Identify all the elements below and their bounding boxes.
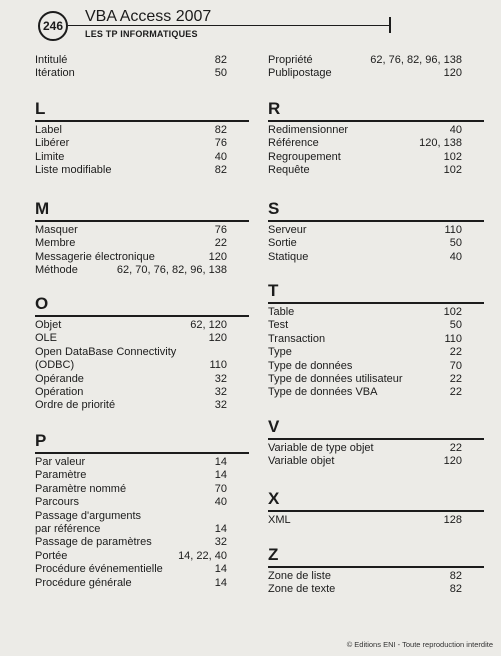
section-letter: X: [268, 489, 280, 508]
section-rule: [268, 566, 484, 568]
index-page-refs: 110: [444, 224, 462, 236]
index-term: Passage de paramètres: [35, 536, 152, 549]
index-term: Procédure événementielle: [35, 563, 163, 576]
index-page-refs: 50: [214, 67, 227, 80]
index-page-refs: 76: [214, 224, 227, 236]
index-page-refs: 70: [449, 359, 462, 372]
index-term: Portée: [35, 549, 68, 562]
page-number-badge: [38, 11, 68, 41]
index-page-refs: 22: [449, 373, 462, 385]
index-term: Limite: [35, 150, 65, 163]
book-series: LES TP INFORMATIQUES: [85, 29, 198, 39]
section-letter: P: [35, 431, 47, 450]
index-term: Paramètre nommé: [35, 482, 127, 495]
section-letter: T: [268, 281, 279, 300]
index-page-refs: 22: [449, 442, 462, 454]
index-page-refs: 102: [443, 150, 462, 163]
index-term: Méthode: [35, 264, 78, 277]
index-page-refs: 40: [214, 150, 227, 163]
index-term: Type de données utilisateur: [268, 373, 403, 385]
index-page-refs: 120: [208, 250, 227, 263]
index-term: Table: [268, 306, 295, 318]
section-letter: M: [35, 199, 50, 218]
index-term: Itération: [35, 67, 75, 80]
index-page-refs: 82: [214, 54, 227, 66]
index-page-refs: 82: [214, 164, 227, 177]
index-term: Masquer: [35, 224, 78, 236]
section-rule: [35, 220, 249, 222]
index-term: Type: [268, 346, 292, 359]
index-page-refs: 62, 120: [190, 319, 227, 331]
page-number: 246: [42, 19, 64, 33]
index-page-refs: 102: [443, 306, 462, 318]
section-rule: [35, 315, 249, 317]
index-page-refs: 14: [214, 523, 227, 535]
index-term: Variable objet: [268, 455, 335, 468]
index-term: OLE: [35, 332, 58, 345]
section-letter: L: [35, 99, 46, 118]
index-term: Test: [268, 319, 289, 332]
section-rule: [268, 302, 484, 304]
index-page-refs: 32: [214, 372, 227, 385]
index-term: Zone de texte: [268, 583, 336, 596]
index-term: Redimensionner: [268, 124, 349, 136]
index-term: Open DataBase Connectivity: [35, 345, 177, 358]
index-term: (ODBC): [35, 359, 75, 372]
section-rule: [268, 438, 484, 440]
section-letter: Z: [268, 545, 279, 564]
index-page-refs: 110: [444, 332, 462, 345]
index-page-refs: 82: [449, 570, 462, 582]
index-page-refs: 128: [443, 514, 462, 526]
index-page-refs: 32: [214, 536, 227, 549]
index-page-refs: 40: [449, 124, 462, 136]
index-page-refs: 14: [214, 456, 227, 468]
index-page-refs: 120: [443, 67, 462, 80]
index-page-refs: 110: [209, 359, 227, 372]
index-page-refs: 22: [214, 237, 227, 250]
index-page-refs: 120: [208, 332, 227, 345]
index-page-refs: 14: [214, 576, 227, 589]
index-term: Objet: [35, 319, 62, 331]
index-term: Membre: [35, 237, 76, 250]
index-term: Statique: [268, 250, 309, 263]
section-letter: O: [35, 294, 49, 313]
index-term: Regroupement: [268, 150, 341, 163]
index-term: Parcours: [35, 496, 80, 509]
index-page-refs: 32: [214, 386, 227, 398]
index-term: Passage d'arguments: [35, 509, 142, 522]
section-letter: R: [268, 99, 281, 118]
index-term: Par valeur: [35, 456, 86, 468]
index-term: par référence: [35, 523, 101, 535]
index-term: Propriété: [268, 54, 313, 66]
index-page-refs: 22: [449, 346, 462, 359]
index-term: Opérande: [35, 372, 84, 385]
index-page-refs: 50: [449, 237, 462, 250]
index-term: Procédure générale: [35, 576, 132, 589]
index-page-refs: 22: [449, 386, 462, 399]
index-term: Liste modifiable: [35, 164, 112, 177]
section-rule: [268, 120, 484, 122]
section-rule: [268, 220, 484, 222]
section-rule: [35, 120, 249, 122]
index-page-refs: 62, 76, 82, 96, 138: [370, 54, 462, 66]
copyright-footer: © Editions ENI - Toute reproduction interdite: [346, 640, 493, 649]
index-term: Serveur: [268, 224, 307, 236]
index-page-refs: 40: [214, 496, 227, 509]
index-page-refs: 32: [214, 399, 227, 412]
index-term: Opération: [35, 386, 84, 398]
index-term: Référence: [268, 137, 319, 150]
index-page-refs: 40: [449, 250, 462, 263]
index-page-refs: 62, 70, 76, 82, 96, 138: [116, 264, 227, 277]
book-title: VBA Access 2007: [85, 8, 212, 25]
index-term: Ordre de priorité: [35, 399, 116, 412]
index-term: Type de données VBA: [268, 386, 378, 399]
index-term: Transaction: [268, 332, 326, 345]
index-term: XML: [268, 514, 291, 526]
index-page-refs: 50: [449, 319, 462, 332]
index-page-refs: 120: [443, 455, 462, 468]
index-page-refs: 76: [214, 137, 227, 150]
section-rule: [35, 452, 249, 454]
index-page-refs: 14: [214, 469, 227, 482]
index-page-refs: 120, 138: [419, 137, 462, 150]
section-letter: V: [268, 417, 280, 436]
index-page-refs: 102: [443, 164, 462, 177]
index-page-refs: 14: [214, 563, 227, 576]
index-page-refs: 82: [214, 124, 227, 136]
section-letter: S: [268, 199, 280, 218]
index-page-refs: 70: [214, 482, 227, 495]
index-term: Sortie: [268, 237, 297, 250]
header-rule-end: [389, 17, 391, 33]
index-term: Intitulé: [35, 54, 68, 66]
index-term: Paramètre: [35, 469, 87, 482]
index-page-refs: 82: [449, 583, 462, 596]
index-term: Requête: [268, 164, 310, 177]
index-term: Libérer: [35, 137, 70, 150]
section-rule: [268, 510, 484, 512]
index-term: Label: [35, 124, 62, 136]
index-term: Variable de type objet: [268, 442, 374, 454]
index-page-refs: 14, 22, 40: [178, 549, 227, 562]
index-term: Messagerie électronique: [35, 250, 155, 263]
index-term: Zone de liste: [268, 570, 331, 582]
index-term: Type de données: [268, 359, 353, 372]
index-term: Publipostage: [268, 67, 332, 80]
